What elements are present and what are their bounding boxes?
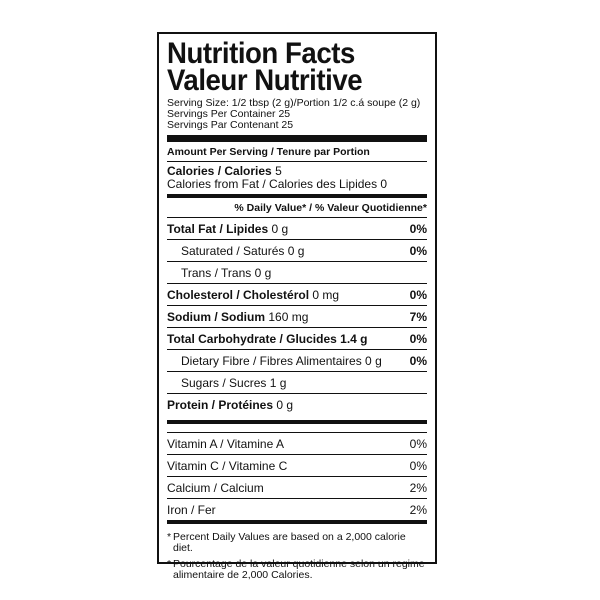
vitamin-row-c [167,454,427,476]
amount-per-serving-header: Amount Per Serving / Tenure par Portion [167,146,370,158]
nutrient-row-protein [167,393,427,415]
nutrient-row-fibre [167,349,427,371]
serving-size: Serving Size: 1/2 tbsp (2 g)/Portion 1/2 c.á soupe (2 g) [167,97,421,109]
nutrient-row-carbohydrate [167,327,427,349]
title-english: Nutrition Facts [167,37,355,70]
nutrient-name: Saturated / Saturés 0 g [181,243,305,258]
nutrient-percent: 0% [409,287,427,302]
nutrient-name: Sugars / Sucres 1 g [181,375,287,390]
vitamin-percent: 2% [409,480,427,495]
nutrient-name: Total Fat / Lipides 0 g [167,221,289,236]
vitamin-name: Vitamin A / Vitamine A [167,436,284,451]
nutrient-percent: 0% [409,243,427,258]
vitamin-percent: 0% [409,458,427,473]
calories-from-fat: Calories from Fat / Calories des Lipides 0 [167,177,388,191]
nutrient-percent: 0% [409,221,427,236]
nutrition-label [157,32,437,581]
nutrient-name: Cholesterol / Cholestérol 0 mg [167,287,340,302]
nutrient-name: Protein / Protéines 0 g [167,397,294,412]
nutrient-row-saturated [167,239,427,261]
serving-info [167,98,427,131]
nutrient-row-sugars [167,371,427,393]
nutrient-percent: 0% [409,353,427,368]
nutrient-row-trans [167,261,427,283]
vitamin-row-calcium [167,476,427,498]
spacer [167,424,427,432]
nutrient-row-total-fat [167,217,427,239]
calories-value: 5 [275,164,282,178]
nutrient-name: Trans / Trans 0 g [181,265,272,280]
nutrient-row-cholesterol [167,283,427,305]
daily-value-header: % Daily Value* / % Valeur Quotidienne* [234,202,427,214]
vitamin-row-iron [167,498,427,520]
nutrient-name: Dietary Fibre / Fibres Alimentaires 0 g [181,353,382,368]
nutrient-percent: 7% [409,309,427,324]
servings-english: Servings Per Container 25 [167,108,291,120]
footnotes [167,532,427,581]
thick-divider [167,135,427,142]
footnote-french: * Pourcentage de la valeur quotidienne selon un regime alimentaire de 2,000 Calories. [167,558,425,581]
vitamin-name: Calcium / Calcium [167,480,264,495]
title-french: Valeur Nutritive [167,64,363,97]
nutrient-row-sodium [167,305,427,327]
vitamin-name: Vitamin C / Vitamine C [167,458,288,473]
nutrient-name: Total Carbohydrate / Glucides 1.4 g [167,331,368,346]
medium-divider [167,520,427,524]
calories-label: Calories / Calories [167,164,272,178]
nutrient-name: Sodium / Sodium 160 mg [167,309,309,324]
nutrient-percent: 0% [409,331,427,346]
servings-french: Servings Par Contenant 25 [167,119,294,131]
vitamin-percent: 0% [409,436,427,451]
calories-block [167,161,427,194]
vitamin-row-a [167,432,427,454]
footnote-english: * Percent Daily Values are based on a 2,000 calorie diet. [167,531,406,554]
vitamin-name: Iron / Fer [167,502,216,517]
vitamin-percent: 2% [409,502,427,517]
